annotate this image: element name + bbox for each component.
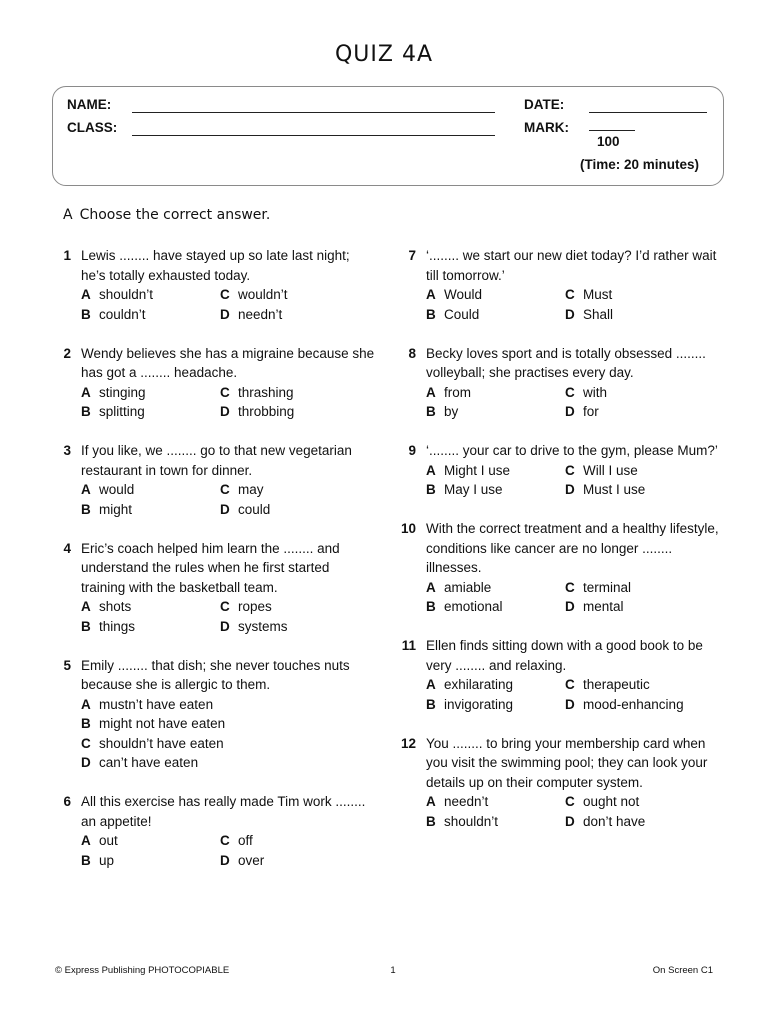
footer-book-title: On Screen C1 — [652, 965, 713, 976]
option-letter: D — [220, 501, 230, 517]
option-text: ought not — [583, 794, 640, 809]
answer-option[interactable] — [565, 305, 704, 325]
option-text: systems — [238, 618, 288, 634]
answer-options — [426, 285, 720, 324]
option-text: Must — [583, 287, 613, 302]
option-text: shouldn’t — [99, 287, 154, 302]
section-instruction: Choose the correct answer. — [79, 207, 271, 223]
option-text: splitting — [99, 404, 145, 419]
answer-option[interactable] — [220, 500, 359, 520]
answer-option[interactable] — [220, 383, 359, 403]
option-letter: A — [81, 696, 91, 712]
option-letter: D — [565, 482, 575, 497]
option-letter: A — [81, 833, 91, 848]
option-text: ropes — [238, 599, 272, 614]
name-label: NAME: — [67, 97, 112, 112]
option-letter: B — [81, 716, 91, 731]
option-letter: A — [426, 462, 436, 478]
question-stem: With the correct treatment and a healthy lifestyle, conditions like cancer are no longer ........ illnesses. — [426, 521, 719, 575]
answer-option[interactable] — [565, 695, 704, 715]
option-letter: D — [81, 755, 91, 770]
answer-options — [81, 285, 375, 324]
answer-option[interactable] — [426, 578, 565, 598]
question-stem: Wendy believes she has a migraine because she has got a ........ headache. — [81, 345, 375, 380]
option-text: needn’t — [238, 306, 283, 322]
answer-option[interactable] — [81, 851, 220, 871]
answer-option[interactable] — [565, 812, 704, 832]
answer-option[interactable] — [565, 285, 704, 305]
question-stem: Lewis ........ have stayed up so late last night; he’s totally exhausted today. — [81, 248, 350, 283]
option-text: emotional — [444, 599, 503, 614]
option-letter: D — [220, 852, 230, 868]
option-letter: C — [565, 579, 575, 595]
option-letter: B — [426, 306, 436, 322]
option-text: shouldn’t have eaten — [99, 735, 224, 751]
answer-option[interactable] — [565, 597, 704, 617]
answer-option[interactable] — [81, 500, 220, 520]
option-text: needn’t — [444, 794, 489, 809]
option-text: terminal — [583, 579, 632, 595]
answer-option[interactable] — [426, 792, 565, 812]
option-text: thrashing — [238, 384, 294, 400]
mark-label: MARK: — [524, 120, 569, 135]
option-letter: A — [426, 384, 436, 400]
date-label: DATE: — [524, 97, 565, 112]
answer-option[interactable] — [220, 402, 359, 422]
questions-left-column — [55, 246, 375, 890]
answer-options — [426, 578, 720, 617]
option-letter: B — [426, 482, 436, 497]
option-letter: B — [426, 599, 436, 614]
question-stem: Ellen finds sitting down with a good book to be very ........ and relaxing. — [426, 638, 703, 673]
option-text: shots — [99, 599, 132, 614]
option-text: Must I use — [583, 482, 646, 497]
option-letter: C — [220, 384, 230, 400]
page-title: QUIZ 4A — [334, 42, 434, 67]
option-letter: A — [426, 579, 436, 595]
option-letter: D — [565, 306, 575, 322]
option-letter: B — [426, 404, 436, 419]
option-text: could — [238, 501, 271, 517]
answer-options — [81, 695, 375, 773]
answer-option[interactable] — [565, 792, 704, 812]
option-text: over — [238, 852, 265, 868]
option-text: throbbing — [238, 404, 295, 419]
option-text: stinging — [99, 384, 146, 400]
option-letter: D — [565, 599, 575, 614]
question-number: 6 — [63, 794, 71, 809]
answer-option[interactable] — [81, 305, 220, 325]
answer-options — [426, 383, 720, 422]
option-letter: C — [220, 833, 230, 848]
answer-option[interactable] — [81, 714, 359, 734]
option-text: for — [583, 404, 599, 419]
answer-option[interactable] — [220, 480, 359, 500]
option-text: Will I use — [583, 462, 638, 478]
option-letter: C — [565, 794, 575, 809]
answer-option[interactable] — [81, 285, 220, 305]
option-text: off — [238, 833, 253, 848]
footer-page-number: 1 — [390, 965, 396, 976]
option-letter: A — [426, 677, 436, 692]
answer-option[interactable] — [565, 480, 704, 500]
section-heading — [63, 207, 270, 223]
option-text: exhilarating — [444, 677, 514, 692]
question-number: 3 — [63, 443, 71, 458]
question-stem: Eric’s coach helped him learn the ........ and understand the rules when he first started training with the basketball team. — [81, 540, 340, 595]
student-info-box — [52, 86, 724, 186]
answer-options — [426, 461, 720, 500]
answer-options — [426, 792, 720, 831]
option-text: might — [99, 501, 133, 517]
answer-option[interactable] — [426, 695, 565, 715]
answer-option[interactable] — [565, 675, 704, 695]
option-letter: D — [565, 696, 575, 712]
answer-option[interactable] — [220, 285, 359, 305]
option-letter: A — [426, 287, 436, 302]
answer-options — [81, 480, 375, 519]
question-number: 4 — [63, 540, 71, 556]
question-item — [55, 441, 375, 519]
answer-option[interactable] — [81, 383, 220, 403]
option-text: might not have eaten — [99, 716, 226, 731]
footer-copyright: © Express Publishing PHOTOCOPIABLE — [55, 965, 230, 976]
question-number: 1 — [63, 248, 71, 263]
option-letter: C — [81, 735, 91, 751]
answer-options — [426, 675, 720, 714]
answer-options — [81, 831, 375, 870]
name-field[interactable] — [132, 112, 495, 113]
answer-option[interactable] — [565, 383, 704, 403]
option-letter: D — [220, 618, 230, 634]
option-text: amiable — [444, 579, 492, 595]
question-number: 8 — [408, 345, 416, 361]
option-letter: C — [220, 482, 230, 497]
questions-right-column — [400, 246, 720, 851]
question-item — [55, 656, 375, 773]
option-text: out — [99, 833, 118, 848]
option-letter: D — [565, 813, 575, 829]
option-text: wouldn’t — [238, 287, 288, 302]
question-stem: Becky loves sport and is totally obsessed ........ volleyball; she practises every day. — [426, 345, 706, 380]
option-text: from — [444, 384, 471, 400]
question-number: 11 — [401, 638, 416, 653]
option-text: shouldn’t — [444, 813, 499, 829]
question-stem: All this exercise has really made Tim work ........ an appetite! — [81, 794, 366, 829]
option-text: mood-enhancing — [583, 696, 684, 712]
question-stem: Emily ........ that dish; she never touches nuts because she is allergic to them. — [81, 657, 350, 692]
option-letter: A — [81, 384, 91, 400]
option-letter: C — [220, 287, 230, 302]
option-text: Could — [444, 306, 480, 322]
option-text: mental — [583, 599, 624, 614]
option-letter: D — [220, 404, 230, 419]
answer-option[interactable] — [220, 305, 359, 325]
answer-option[interactable] — [81, 480, 220, 500]
answer-option[interactable] — [426, 812, 565, 832]
answer-option[interactable] — [426, 461, 565, 481]
option-letter: B — [81, 404, 91, 419]
question-stem: If you like, we ........ go to that new vegetarian restaurant in town for dinner. — [81, 443, 352, 478]
question-item — [400, 636, 720, 714]
option-letter: B — [81, 852, 91, 868]
option-text: up — [99, 852, 115, 868]
option-letter: A — [81, 287, 91, 302]
answer-option[interactable] — [426, 675, 565, 695]
mark-total: 100 — [597, 134, 620, 149]
option-text: invigorating — [444, 696, 514, 712]
class-label: CLASS: — [67, 120, 118, 135]
answer-option[interactable] — [81, 734, 359, 754]
option-text: Shall — [583, 306, 614, 322]
option-letter: A — [426, 794, 436, 809]
class-field[interactable] — [132, 135, 495, 136]
option-text: can’t have eaten — [99, 755, 199, 770]
option-text: mustn’t have eaten — [99, 696, 214, 712]
question-number: 7 — [408, 248, 416, 263]
section-letter: A — [63, 207, 73, 223]
mark-field[interactable] — [589, 130, 635, 131]
option-text: Would — [444, 287, 483, 302]
option-letter: B — [81, 501, 91, 517]
answer-options — [81, 597, 375, 636]
answer-option[interactable] — [565, 461, 704, 481]
option-letter: B — [426, 813, 436, 829]
answer-option[interactable] — [426, 383, 565, 403]
question-stem: You ........ to bring your membership card when you visit the swimming pool; they can look your details up on their computer system. — [426, 735, 708, 790]
option-letter: B — [81, 618, 91, 634]
option-letter: D — [565, 404, 575, 419]
question-item — [400, 441, 720, 500]
answer-option[interactable] — [220, 597, 359, 617]
time-note: (Time: 20 minutes) — [580, 157, 700, 172]
option-text: with — [583, 384, 608, 400]
option-letter: C — [565, 287, 575, 302]
question-item — [400, 519, 720, 617]
question-number: 12 — [400, 735, 416, 751]
question-item — [400, 344, 720, 422]
option-letter: B — [426, 696, 436, 712]
question-stem: ‘........ your car to drive to the gym, please Mum?’ — [426, 443, 718, 458]
answer-option[interactable] — [81, 695, 359, 715]
option-letter: A — [81, 482, 91, 497]
option-text: would — [99, 482, 135, 497]
answer-option[interactable] — [81, 402, 220, 422]
question-stem: ‘........ we start our new diet today? I’d rather wait till tomorrow.’ — [426, 248, 717, 283]
option-letter: A — [81, 599, 91, 614]
option-text: Might I use — [444, 462, 511, 478]
answer-option[interactable] — [220, 831, 359, 851]
option-text: may — [238, 482, 264, 497]
option-letter: C — [220, 599, 230, 614]
question-item — [55, 344, 375, 422]
option-letter: C — [565, 384, 575, 400]
question-item — [55, 792, 375, 870]
option-text: therapeutic — [583, 677, 650, 692]
answer-options — [81, 383, 375, 422]
question-item — [400, 246, 720, 324]
answer-option[interactable] — [426, 480, 565, 500]
answer-option[interactable] — [426, 305, 565, 325]
answer-option[interactable] — [220, 617, 359, 637]
question-item — [400, 734, 720, 832]
answer-option[interactable] — [426, 402, 565, 422]
option-text: by — [444, 404, 459, 419]
date-field[interactable] — [589, 112, 707, 113]
answer-option[interactable] — [565, 402, 704, 422]
question-item — [55, 539, 375, 637]
question-number: 2 — [63, 345, 71, 361]
option-text: don’t have — [583, 813, 646, 829]
answer-option[interactable] — [565, 578, 704, 598]
answer-option[interactable] — [426, 597, 565, 617]
question-number: 9 — [408, 443, 416, 458]
option-letter: B — [81, 306, 91, 322]
answer-option[interactable] — [81, 617, 220, 637]
option-letter: C — [565, 462, 575, 478]
answer-option[interactable] — [81, 831, 220, 851]
answer-option[interactable] — [81, 753, 359, 773]
answer-option[interactable] — [220, 851, 359, 871]
option-letter: D — [220, 306, 230, 322]
option-text: couldn’t — [99, 306, 146, 322]
question-number: 5 — [63, 657, 71, 673]
answer-option[interactable] — [81, 597, 220, 617]
question-number: 10 — [400, 521, 416, 536]
question-item — [55, 246, 375, 324]
option-letter: C — [565, 677, 575, 692]
answer-option[interactable] — [426, 285, 565, 305]
option-text: May I use — [444, 482, 503, 497]
option-text: things — [99, 618, 136, 634]
